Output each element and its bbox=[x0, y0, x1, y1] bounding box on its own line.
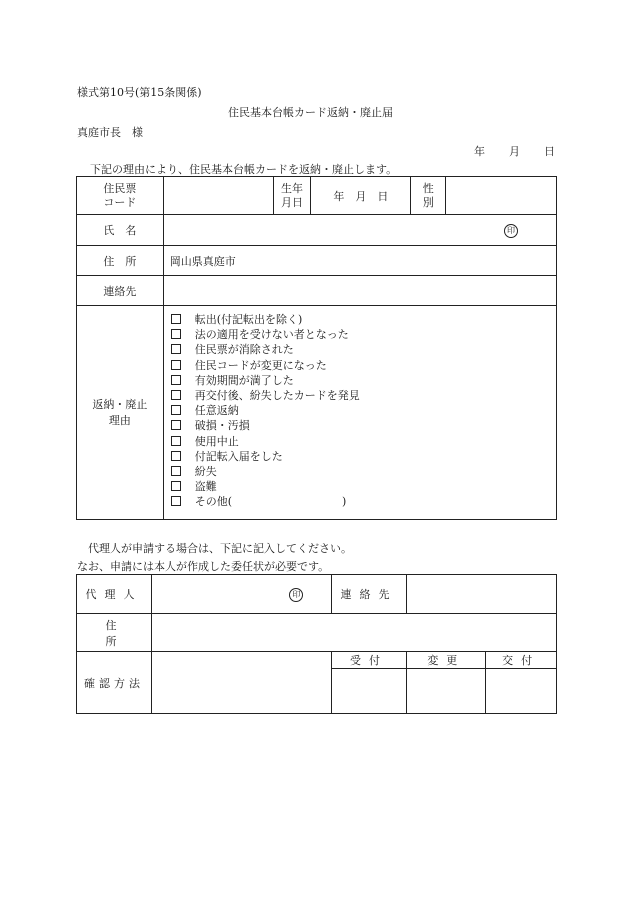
gender-label: 性 別 bbox=[411, 177, 446, 215]
reason-item[interactable]: 有効期間が満了した bbox=[171, 373, 556, 388]
verify-method-field[interactable] bbox=[151, 652, 331, 714]
addressee: 真庭市長 様 bbox=[77, 126, 143, 139]
date-month: 月 bbox=[509, 145, 520, 158]
checkbox[interactable] bbox=[171, 390, 181, 400]
date-day: 日 bbox=[544, 145, 555, 158]
changed-field[interactable] bbox=[407, 669, 486, 714]
agent-name-field[interactable] bbox=[151, 575, 331, 614]
reason-item[interactable]: 使用中止 bbox=[171, 434, 556, 449]
agent-table bbox=[76, 574, 557, 714]
reason-label: 返納・廃止 理由 bbox=[77, 306, 164, 520]
checkbox[interactable] bbox=[171, 466, 181, 476]
gender-field[interactable] bbox=[446, 177, 557, 215]
reason-item[interactable]: 付記転入届をした bbox=[171, 449, 556, 464]
intro-text: 下記の理由により、住民基本台帳カードを返納・廃止します。 bbox=[90, 163, 398, 176]
checkbox[interactable] bbox=[171, 314, 181, 324]
reason-item[interactable]: 法の適用を受けない者となった bbox=[171, 327, 556, 342]
name-field[interactable] bbox=[163, 215, 556, 246]
birthdate-label: 生年 月日 bbox=[273, 177, 311, 215]
resident-code-label: 住民票 コード bbox=[77, 177, 164, 215]
reason-item[interactable]: その他( ) bbox=[171, 494, 556, 509]
resident-code-field[interactable] bbox=[163, 177, 273, 215]
agent-contact-label: 連絡先 bbox=[331, 575, 407, 614]
address-label: 住 所 bbox=[77, 246, 164, 276]
form-title: 住民基本台帳カード返納・廃止届 bbox=[228, 106, 393, 119]
checkbox[interactable] bbox=[171, 329, 181, 339]
checkbox[interactable] bbox=[171, 375, 181, 385]
seal-mark: 印 bbox=[289, 588, 303, 602]
issued-header: 交付 bbox=[486, 652, 557, 669]
agent-label: 代理人 bbox=[77, 575, 152, 614]
reason-item[interactable]: 破損・汚損 bbox=[171, 418, 556, 433]
reason-item[interactable]: 転出(付記転出を除く) bbox=[171, 312, 556, 327]
agent-note-line1: 代理人が申請する場合は、下記に記入してください。 bbox=[88, 542, 352, 555]
reason-item[interactable]: 再交付後、紛失したカードを発見 bbox=[171, 388, 556, 403]
reason-item[interactable]: 任意返納 bbox=[171, 403, 556, 418]
reason-item[interactable]: 盗難 bbox=[171, 479, 556, 494]
agent-address-field[interactable] bbox=[151, 614, 556, 652]
agent-contact-field[interactable] bbox=[407, 575, 557, 614]
checkbox[interactable] bbox=[171, 436, 181, 446]
checkbox[interactable] bbox=[171, 451, 181, 461]
applicant-table bbox=[76, 176, 557, 520]
date-year: 年 bbox=[474, 145, 485, 158]
checkbox[interactable] bbox=[171, 420, 181, 430]
reason-list-cell bbox=[163, 306, 556, 520]
reason-list bbox=[164, 306, 556, 515]
checkbox[interactable] bbox=[171, 405, 181, 415]
agent-address-label: 住所 bbox=[77, 614, 152, 652]
contact-field[interactable] bbox=[163, 276, 556, 306]
checkbox[interactable] bbox=[171, 360, 181, 370]
reason-item[interactable]: 住民コードが変更になった bbox=[171, 358, 556, 373]
birthdate-field[interactable]: 年 月 日 bbox=[311, 177, 411, 215]
reason-item[interactable]: 紛失 bbox=[171, 464, 556, 479]
received-field[interactable] bbox=[331, 669, 407, 714]
form-number: 様式第10号(第15条関係) bbox=[77, 86, 202, 99]
agent-note-line2: なお、申請には本人が作成した委任状が必要です。 bbox=[77, 560, 330, 573]
contact-label: 連絡先 bbox=[77, 276, 164, 306]
reason-item[interactable]: 住民票が消除された bbox=[171, 342, 556, 357]
name-label: 氏 名 bbox=[77, 215, 164, 246]
changed-header: 変更 bbox=[407, 652, 486, 669]
checkbox[interactable] bbox=[171, 344, 181, 354]
checkbox[interactable] bbox=[171, 496, 181, 506]
seal-mark: 印 bbox=[504, 224, 518, 238]
verify-method-label: 確認方法 bbox=[77, 652, 152, 714]
received-header: 受付 bbox=[331, 652, 407, 669]
issued-field[interactable] bbox=[486, 669, 557, 714]
checkbox[interactable] bbox=[171, 481, 181, 491]
address-field[interactable]: 岡山県真庭市 bbox=[163, 246, 556, 276]
